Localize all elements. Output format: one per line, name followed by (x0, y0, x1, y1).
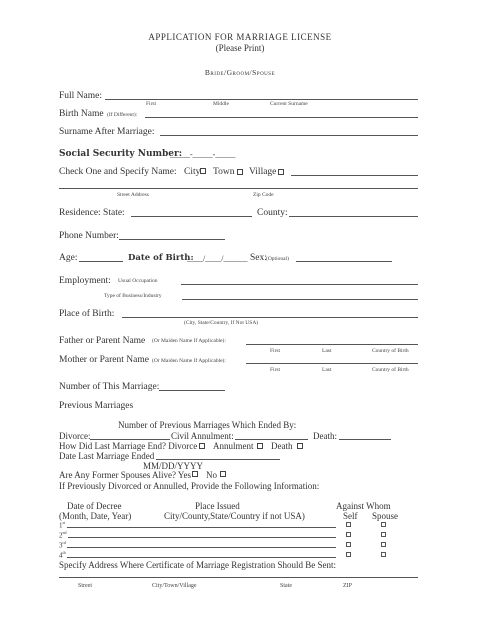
phone-field[interactable] (119, 239, 225, 240)
age-label: Age: (59, 253, 78, 263)
mother-sub-first: First (270, 367, 281, 373)
spouse-checkbox[interactable] (381, 532, 386, 537)
surname-after-label: Surname After Marriage: (59, 127, 155, 137)
birth-name-field[interactable] (145, 117, 418, 118)
footer-city-sub: City/Town/Village (152, 583, 197, 589)
date-last-label: Date Last Marriage Ended (59, 451, 155, 461)
father-note: (Or Maiden Name If Applicable): (152, 338, 226, 344)
row-number: 4th (59, 550, 66, 560)
ssn-label: Social Security Number: (59, 149, 183, 159)
town-option-label: Town (213, 167, 235, 177)
phone-label: Phone Number: (59, 231, 119, 241)
municipality-name-field[interactable] (291, 175, 418, 176)
father-sub-country: Country of Birth (372, 348, 409, 354)
place-of-birth-label: Place of Birth: (59, 309, 115, 319)
specify-address-label: Specify Address Where Certificate of Marriage Registration Should Be Sent: (59, 560, 337, 570)
place-of-birth-field[interactable] (122, 317, 418, 318)
col-self-header: Self (343, 511, 358, 521)
no-label: No (206, 470, 217, 480)
yes-checkbox[interactable] (192, 471, 198, 477)
father-sub-first: First (270, 348, 281, 354)
row-number: 1st (59, 520, 66, 530)
decree-row-field[interactable] (67, 547, 336, 548)
if-previously-label: If Previously Divorced or Annulled, Provide the Following Information: (59, 481, 320, 491)
zip-code-sub: Zip Code (253, 192, 274, 198)
decree-row-field[interactable] (67, 557, 336, 558)
self-checkbox[interactable] (346, 532, 351, 537)
name-sub-current: Current Surname (270, 101, 308, 107)
row-number: 2nd (59, 530, 67, 540)
town-checkbox[interactable] (237, 169, 243, 175)
form-subtitle: (Please Print) (215, 43, 265, 53)
death-option-label: Death (271, 441, 293, 451)
mother-sub-country: Country of Birth (372, 367, 409, 373)
full-name-label: Full Name: (59, 91, 103, 101)
how-did-label: How Did Last Marriage End? Divorce (59, 441, 198, 451)
previous-heading: Number of Previous Marriages Which Ended By: (118, 420, 297, 430)
annulment-label: Annulment (213, 441, 254, 451)
decree-row-field[interactable] (67, 527, 336, 528)
check-one-label: Check One and Specify Name: (59, 167, 177, 177)
village-option-label: Village (249, 167, 277, 177)
annulment-checkbox[interactable] (257, 443, 263, 449)
city-option-label: City (184, 167, 201, 177)
surname-after-field[interactable] (160, 135, 418, 136)
self-checkbox[interactable] (346, 542, 351, 547)
full-name-field[interactable] (105, 99, 418, 100)
village-checkbox[interactable] (278, 169, 284, 175)
father-sub-last: Last (322, 348, 332, 354)
civil-annulment-field[interactable] (235, 439, 308, 440)
usual-occupation-label: Usual Occupation (118, 278, 158, 284)
previous-marriages-label: Previous Marriages (59, 401, 134, 411)
spouse-checkbox[interactable] (381, 552, 386, 557)
death-label: Death: (313, 431, 337, 441)
spouse-checkbox[interactable] (381, 522, 386, 527)
decree-row-field[interactable] (68, 537, 336, 538)
type-business-label: Type of Business/Industry (104, 293, 162, 299)
mother-sub-last: Last (322, 367, 332, 373)
county-field[interactable] (289, 216, 418, 217)
street-address-field[interactable] (59, 188, 418, 189)
footer-street-sub: Street (78, 583, 92, 589)
city-checkbox[interactable] (200, 168, 206, 174)
street-address-sub: Street Address (117, 192, 149, 198)
no-checkbox[interactable] (220, 471, 226, 477)
ssn-field[interactable]: _____-_____-_____ (170, 150, 236, 159)
col-against-header: Against Whom (336, 501, 391, 511)
usual-occupation-field[interactable] (181, 284, 418, 285)
residence-state-field[interactable] (131, 216, 252, 217)
self-checkbox[interactable] (346, 522, 351, 527)
number-marriage-label: Number of This Marriage: (59, 382, 160, 392)
birth-name-note: (If Different): (107, 112, 138, 118)
mailing-address-field[interactable] (59, 577, 418, 578)
row-number: 3rd (59, 540, 66, 550)
col-place-header: Place Issued (195, 501, 240, 511)
name-sub-first: First (146, 101, 157, 107)
divorce-checkbox[interactable] (199, 443, 205, 449)
place-of-birth-sub: (City, State/Country, If Not USA) (184, 320, 259, 326)
mother-note: (Or Maiden Name If Applicable): (152, 358, 226, 364)
father-field[interactable] (246, 344, 418, 345)
dob-label: Date of Birth: (128, 253, 194, 263)
col-date-sub: (Month, Date, Year) (59, 511, 132, 521)
col-spouse-header: Spouse (372, 511, 399, 521)
type-business-field[interactable] (182, 299, 418, 300)
spouse-checkbox[interactable] (381, 542, 386, 547)
sex-label: Sex: (250, 253, 267, 263)
col-date-header: Date of Decree (67, 501, 122, 511)
civil-annulment-label: Civil Annulment: (171, 431, 234, 441)
sex-note: (Optional) (266, 256, 289, 262)
footer-state-sub: State (280, 583, 292, 589)
employment-label: Employment: (59, 276, 111, 286)
birth-name-label: Birth Name (59, 109, 104, 119)
mother-label: Mother or Parent Name (59, 355, 149, 365)
residence-state-label: Residence: State: (59, 208, 125, 218)
dob-field[interactable]: ____/____/______ (187, 254, 248, 263)
sex-field[interactable] (296, 261, 392, 262)
party-label: Bride/Groom/Spouse (204, 68, 276, 77)
number-marriage-field[interactable] (159, 390, 225, 391)
date-last-field[interactable] (156, 459, 280, 460)
col-place-sub: City/County,State/Country if not USA) (164, 511, 305, 521)
age-field[interactable] (79, 261, 123, 262)
self-checkbox[interactable] (346, 552, 351, 557)
former-alive-label: Are Any Former Spouses Alive? Yes (59, 470, 191, 480)
divorce-label: Divorce: (59, 431, 91, 441)
death-count-field[interactable] (339, 439, 391, 440)
death-checkbox[interactable] (297, 443, 303, 449)
county-label: County: (257, 208, 288, 218)
divorce-count-field[interactable] (90, 439, 170, 440)
father-label: Father or Parent Name (59, 336, 146, 346)
date-format-hint: MM/DD/YYYY (143, 461, 204, 471)
name-sub-middle: Middle (213, 101, 229, 107)
footer-zip-sub: ZIP (343, 583, 352, 589)
form-title: APPLICATION FOR MARRIAGE LICENSE (148, 32, 332, 42)
mother-field[interactable] (246, 363, 418, 364)
